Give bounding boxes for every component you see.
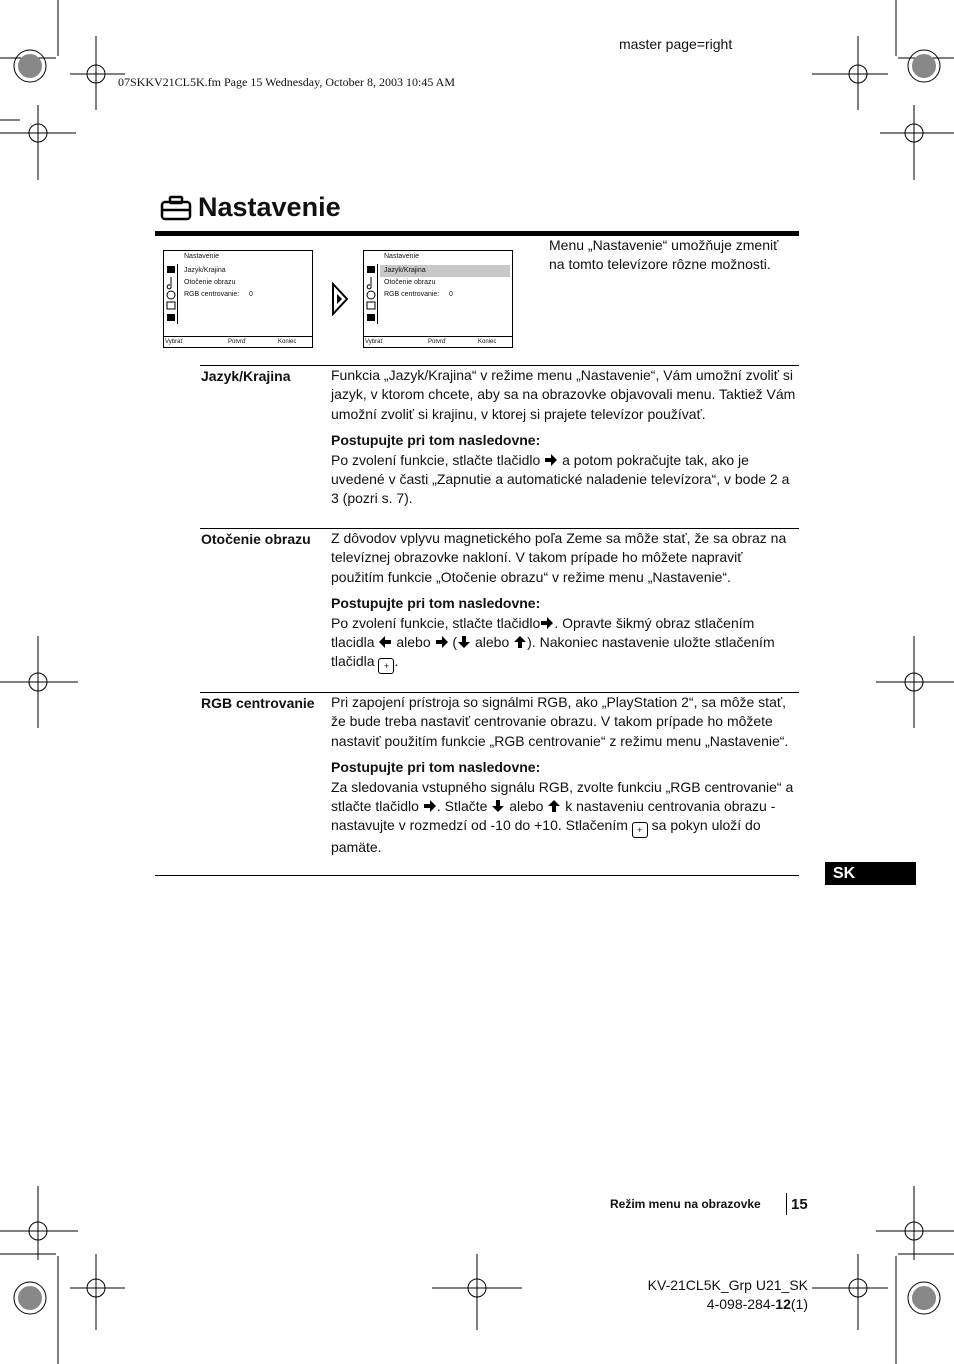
arrow-right-icon — [423, 799, 437, 813]
master-page-label: master page=right — [619, 36, 733, 52]
arrow-down-icon — [457, 635, 471, 649]
table-rule-bottom — [155, 875, 799, 876]
screen-icon-column — [365, 264, 378, 324]
ok-button-icon: + — [632, 822, 648, 838]
row-desc-rgb — [331, 693, 799, 858]
row-term-rotation: Otočenie obrazu — [201, 531, 311, 547]
page-title — [160, 192, 341, 223]
screen-item-rgb: RGB centrovanie: 0 — [384, 291, 453, 298]
footer-select: Vybrať — [165, 339, 183, 345]
product-code-block — [600, 1276, 808, 1314]
language-tab: SK — [825, 862, 916, 885]
footer-confirm: Potvrď — [228, 339, 246, 345]
procedure-text: Po zvolení funkcie, stlačte tlačidlo a potom pokračujte tak, ako je uvedené v časti „Zapnutie a automatické naladenie televízora“, v bode 2 a 3 (pozri s. 7). — [331, 451, 790, 507]
product-name: KV-21CL5K_Grp U21_SK — [647, 1277, 808, 1293]
footer-section-title: Režim menu na obrazovke — [610, 1197, 761, 1211]
menu-icons — [365, 264, 377, 324]
procedure-text: Po zvolení funkcie, stlačte tlačidlo . Opravte šikmý obraz stlačením tlacidla alebo ( alebo ). Nakoniec nastavenie uložte stlačením tlačidla + . — [331, 614, 799, 675]
arrow-right-icon — [435, 635, 449, 649]
arrow-left-icon — [378, 635, 392, 649]
page-number: 15 — [791, 1196, 808, 1213]
row-term-language: Jazyk/Krajina — [201, 368, 291, 384]
row-term-rgb: RGB centrovanie — [201, 695, 315, 711]
menu-icons — [165, 264, 177, 324]
footer-select: Vybrať — [365, 339, 383, 345]
menu-screen-left — [163, 250, 313, 348]
intro-text: Menu „Nastavenie“ umožňuje zmeniť na tomto televízore rôzne možnosti. — [549, 237, 779, 272]
row-description: Pri zapojení prístroja so signálmi RGB, ako „PlayStation 2“, sa môže stať, že bude treba nastaviť centrovanie obrazu. V takom prípade ho môžete nastaviť použitím funkcie „RGB centrovanie“ z režimu menu „Nastavenie“. — [331, 694, 789, 749]
procedure-heading: Postupujte pri tom nasledovne: — [331, 595, 541, 612]
ok-button-icon: + — [378, 658, 394, 674]
screen-header: Nastavenie — [384, 253, 420, 260]
footer-confirm: Potvrď — [428, 339, 446, 345]
screen-item-rotation: Otočenie obrazu — [184, 279, 236, 286]
toolbox-icon — [160, 195, 192, 221]
screen-item-rotation: Otočenie obrazu — [384, 279, 436, 286]
footer-exit: Koniec — [478, 339, 497, 345]
screen-footer — [364, 336, 512, 347]
footer-divider — [786, 1193, 787, 1215]
row-description: Z dôvodov vplyvu magnetického poľa Zeme sa môže stať, že sa obraz na televíznej obrazovke nakloní. V takom prípade ho môžete napraviť použitím funkcie „Otočenie obrazu“ v režime menu „Nastavenie“. — [331, 530, 787, 585]
footer-exit: Koniec — [278, 339, 297, 345]
rgb-value: 0 — [248, 291, 253, 298]
menu-screen-right — [363, 250, 513, 348]
arrow-down-icon — [491, 799, 505, 813]
row-desc-rotation — [331, 529, 799, 674]
screen-item-language: Jazyk/Krajina — [184, 267, 226, 274]
part-number: 4-098-284-12(1) — [706, 1296, 808, 1312]
procedure-heading: Postupujte pri tom nasledovne: — [331, 432, 541, 449]
procedure-heading: Postupujte pri tom nasledovne: — [331, 759, 541, 776]
screen-icon-column — [165, 264, 178, 324]
page-title-text: Nastavenie — [198, 192, 341, 222]
screen-item-rgb: RGB centrovanie: 0 — [184, 291, 253, 298]
row-desc-language — [331, 366, 799, 509]
procedure-text: Za sledovania vstupného signálu RGB, zvolte funkciu „RGB centrovanie“ a stlačte tlačidlo . Stlačte alebo k nastaveniu centrovania obrazu - nastavujte v rozmedzí od -10 do +10. Stlačením + sa pokyn uloží do pamäte. — [331, 778, 794, 856]
right-arrow-icon — [331, 282, 349, 316]
screen-header: Nastavenie — [184, 253, 220, 260]
screen-item-language-selected: Jazyk/Krajina — [380, 265, 510, 277]
arrow-right-icon — [544, 453, 558, 467]
row-description: Funkcia „Jazyk/Krajina“ v režime menu „Nastavenie“, Vám umožní zvoliť si jazyk, v ktorom chcete, aby sa na obrazovke objavovali menu. Taktiež Vám umožní zvoliť si krajinu, v ktorej si prajete televízor používať. — [331, 367, 796, 422]
arrow-right-icon — [540, 616, 554, 630]
rgb-value: 0 — [448, 291, 453, 298]
file-info: 07SKKV21CL5K.fm Page 15 Wednesday, October 8, 2003 10:45 AM — [118, 75, 456, 89]
screen-footer — [164, 336, 312, 347]
arrow-up-icon — [513, 635, 527, 649]
arrow-up-icon — [547, 799, 561, 813]
